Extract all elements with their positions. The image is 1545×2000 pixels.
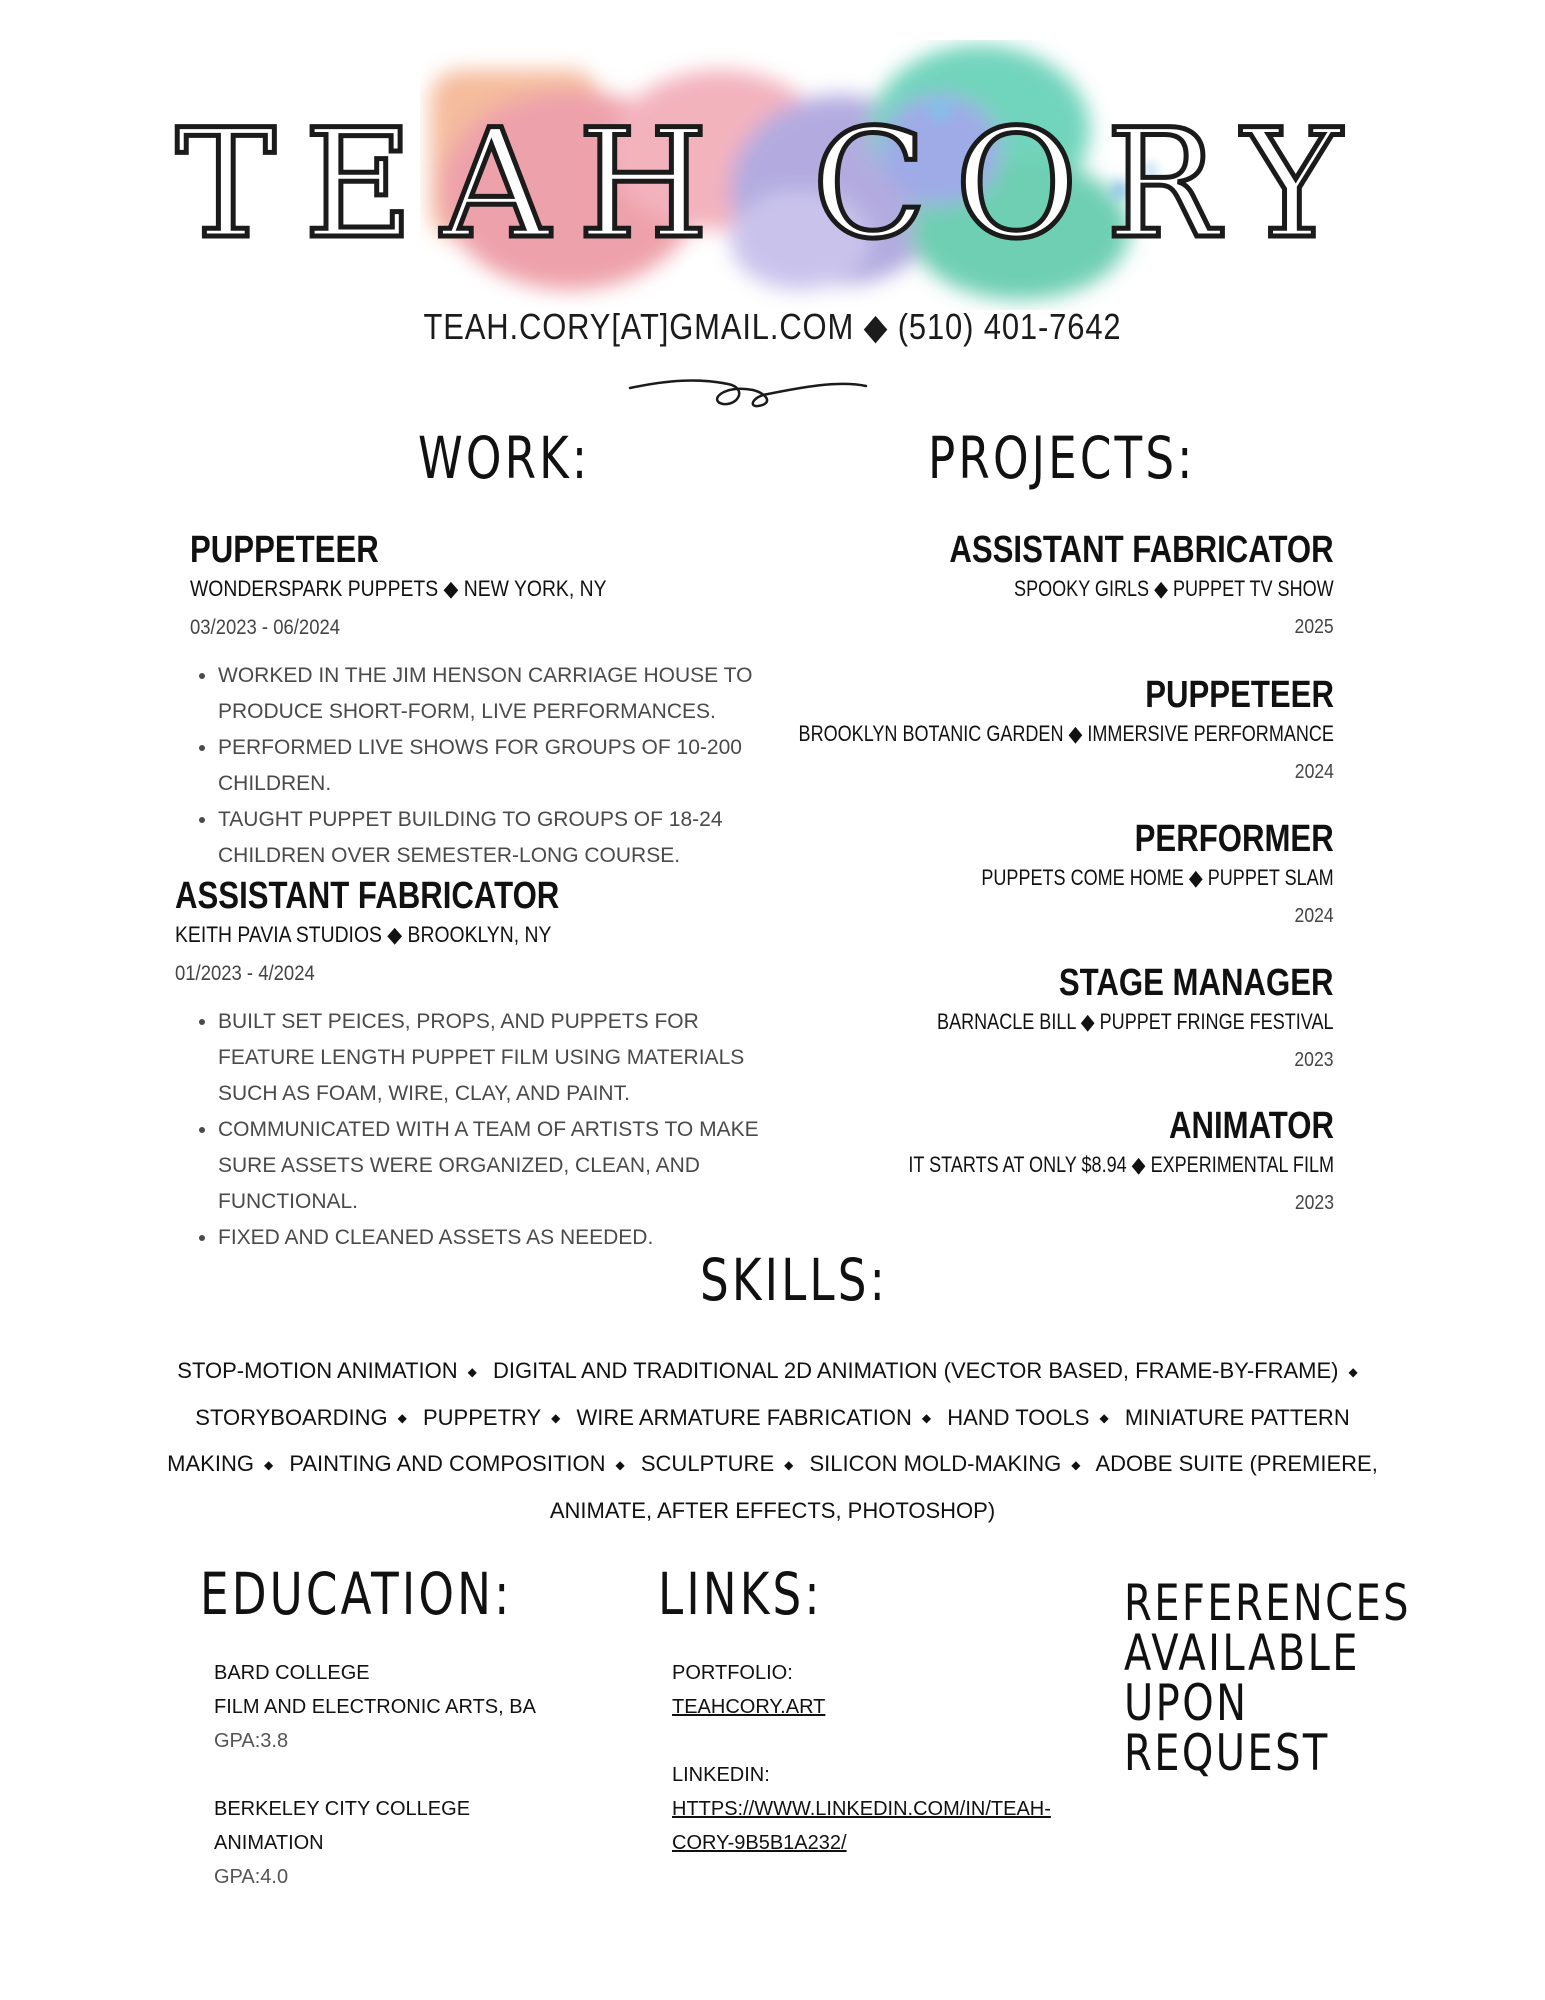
diamond-icon: ◆ xyxy=(1348,1364,1358,1379)
linkedin-link-line2[interactable]: CORY-9B5B1A232/ xyxy=(672,1832,847,1854)
project-item xyxy=(681,675,1334,784)
project-year: 2025 xyxy=(1294,615,1334,638)
links-heading: LINKS: xyxy=(658,1560,823,1628)
references-line: AVAILABLE xyxy=(1124,1624,1360,1682)
project-year: 2024 xyxy=(1294,760,1334,783)
skills-list xyxy=(150,1348,1395,1533)
job-bullets xyxy=(175,1004,775,1256)
job-bullet: • BUILT SET PEICES, PROPS, AND PUPPETS FOR FEATURE LENGTH PUPPET FILM USING MATERIALS SUCH AS FOAM, WIRE, CLAY, AND PAINT. xyxy=(218,1004,775,1112)
education-list xyxy=(214,1656,536,1894)
diamond-icon: ◆ xyxy=(551,1411,561,1426)
school-gpa: GPA:3.8 xyxy=(214,1730,289,1752)
project-item xyxy=(904,819,1334,928)
references-line: REFERENCES xyxy=(1124,1574,1411,1632)
work-heading: WORK: xyxy=(418,424,591,492)
project-title: ANIMATOR xyxy=(1168,1105,1334,1147)
school-degree: ANIMATION xyxy=(214,1832,324,1854)
project-title: PUPPETEER xyxy=(1145,674,1334,716)
project-title: STAGE MANAGER xyxy=(1059,962,1334,1004)
project-item xyxy=(850,963,1334,1072)
project-subtitle: BROOKLYN BOTANIC GARDEN ◆ IMMERSIVE PERFORMANCE xyxy=(798,720,1334,746)
diamond-icon: ◆ xyxy=(1099,1411,1109,1426)
project-subtitle: PUPPETS COME HOME ◆ PUPPET SLAM xyxy=(981,864,1334,890)
diamond-icon: ◆ xyxy=(615,1458,625,1473)
skill-item: STOP-MOTION ANIMATION xyxy=(177,1358,458,1383)
skills-heading: SKILLS: xyxy=(700,1246,888,1314)
job-employer: KEITH PAVIA STUDIOS ◆ BROOKLYN, NY xyxy=(175,921,552,947)
project-item xyxy=(865,530,1334,639)
education-heading: EDUCATION: xyxy=(200,1560,513,1628)
project-item xyxy=(815,1106,1334,1215)
portfolio-link[interactable]: TEAHCORY.ART xyxy=(672,1696,826,1718)
project-subtitle: SPOOKY GIRLS ◆ PUPPET TV SHOW xyxy=(1014,575,1334,601)
project-title: PERFORMER xyxy=(1134,818,1334,860)
diamond-icon: ◆ xyxy=(784,1458,794,1473)
project-subtitle: IT STARTS AT ONLY $8.94 ◆ EXPERIMENTAL FILM xyxy=(908,1151,1334,1177)
school-name: BERKELEY CITY COLLEGE xyxy=(214,1798,471,1820)
portfolio-label: PORTFOLIO: xyxy=(672,1662,793,1684)
project-subtitle: BARNACLE BILL ◆ PUPPET FRINGE FESTIVAL xyxy=(937,1008,1334,1034)
school-degree: FILM AND ELECTRONIC ARTS, BA xyxy=(214,1696,536,1718)
job-dates: 01/2023 - 4/2024 xyxy=(175,961,315,985)
skill-item: SILICON MOLD-MAKING xyxy=(809,1451,1062,1477)
links-list xyxy=(672,1656,1051,1860)
school-name: BARD COLLEGE xyxy=(214,1662,370,1684)
diamond-icon: ◆ xyxy=(467,1364,477,1379)
skill-item: HAND TOOLS xyxy=(947,1404,1090,1430)
references-note xyxy=(1124,1574,1411,1782)
job-employer: WONDERSPARK PUPPETS ◆ NEW YORK, NY xyxy=(190,575,607,601)
skill-item: ADOBE SUITE (PREMIERE, ANIMATE, AFTER EFFECTS, PHOTOSHOP) xyxy=(549,1451,1378,1524)
linkedin-link-line1[interactable]: HTTPS://WWW.LINKEDIN.COM/IN/TEAH- xyxy=(672,1798,1051,1820)
job-title: ASSISTANT FABRICATOR xyxy=(175,875,560,917)
skill-item: MINIATURE PATTERN MAKING xyxy=(167,1404,1350,1477)
job-bullet: • PERFORMED LIVE SHOWS FOR GROUPS OF 10-200 CHILDREN. xyxy=(218,730,770,802)
job-title: PUPPETEER xyxy=(190,529,379,571)
diamond-icon: ◆ xyxy=(921,1411,932,1426)
job-bullet: • FIXED AND CLEANED ASSETS AS NEEDED. xyxy=(218,1220,775,1256)
job-dates: 03/2023 - 06/2024 xyxy=(190,615,341,639)
job-bullet: • COMMUNICATED WITH A TEAM OF ARTISTS TO MAKE SURE ASSETS WERE ORGANIZED, CLEAN, AND FUNCTIONAL. xyxy=(218,1112,775,1220)
skill-item: PUPPETRY xyxy=(422,1404,542,1430)
references-line: UPON xyxy=(1124,1674,1249,1732)
job-bullet: • WORKED IN THE JIM HENSON CARRIAGE HOUSE TO PRODUCE SHORT-FORM, LIVE PERFORMANCES. xyxy=(218,658,770,730)
project-year: 2023 xyxy=(1294,1191,1334,1214)
diamond-icon: ◆ xyxy=(1071,1458,1081,1473)
skill-item: DIGITAL AND TRADITIONAL 2D ANIMATION (VECTOR BASED, FRAME-BY-FRAME) xyxy=(492,1358,1339,1383)
flourish-divider xyxy=(628,366,868,416)
references-line: REQUEST xyxy=(1124,1724,1330,1782)
diamond-icon: ◆ xyxy=(397,1411,407,1426)
job-bullet: • TAUGHT PUPPET BUILDING TO GROUPS OF 18-24 CHILDREN OVER SEMESTER-LONG COURSE. xyxy=(218,802,770,874)
contact-info: TEAH.CORY[AT]GMAIL.COM ◆ (510) 401-7642 xyxy=(423,306,1122,347)
work-job-2 xyxy=(175,876,775,1256)
skill-item: STORYBOARDING xyxy=(195,1404,388,1430)
skill-item: SCULPTURE xyxy=(640,1451,775,1477)
projects-heading: PROJECTS: xyxy=(928,424,1196,492)
linkedin-label: LINKEDIN: xyxy=(672,1764,770,1786)
project-title: ASSISTANT FABRICATOR xyxy=(949,529,1334,571)
skill-item: WIRE ARMATURE FABRICATION xyxy=(576,1404,912,1430)
school-gpa: GPA:4.0 xyxy=(214,1866,289,1888)
project-year: 2024 xyxy=(1294,904,1334,927)
project-year: 2023 xyxy=(1294,1048,1334,1071)
skill-item: PAINTING AND COMPOSITION xyxy=(289,1451,606,1477)
candidate-name: TEAH CORY xyxy=(175,98,1370,272)
diamond-icon: ◆ xyxy=(263,1458,274,1473)
